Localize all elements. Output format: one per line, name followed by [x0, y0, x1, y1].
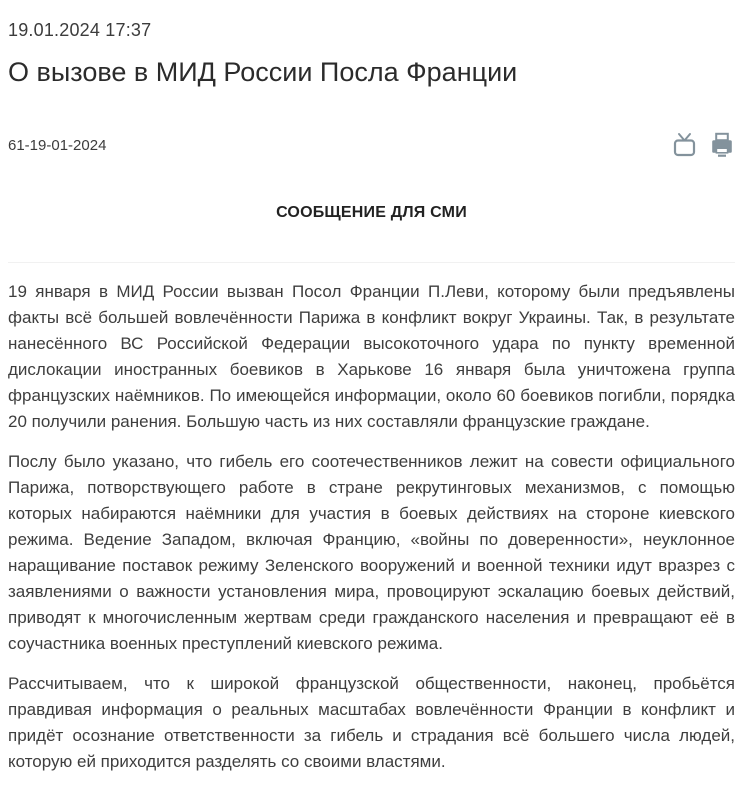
tv-icon [671, 146, 698, 161]
page-title: О вызове в МИД России Посла Франции [8, 57, 518, 87]
document-number: 61-19-01-2024 [8, 136, 107, 154]
publication-datetime: 19.01.2024 17:37 [8, 20, 152, 40]
tv-video-button[interactable] [671, 132, 698, 158]
meta-row [8, 132, 735, 159]
print-button[interactable] [709, 132, 735, 159]
article-body [8, 262, 735, 775]
action-icons [671, 132, 735, 159]
article-paragraph-1: 19 января в МИД России вызван Посол Франции П.Леви, которому были предъявлены факты всё большей вовлечённости Парижа в конфликт вокруг Украины. Так, в результате нанесённого ВС Российской Федерации высокоточного удара по пункту временной дислокации иностранных боевиков в Харькове 16 января была уничтожена группа французских наёмников. По имеющейся информации, около 60 боевиков погибли, порядка 20 получили ранения. Большую часть из них составляли французские граждане. [8, 281, 735, 431]
article-paragraph-3: Рассчитываем, что к широкой французской общественности, наконец, пробьётся правдивая информация о реальных масштабах вовлечённости Франции в конфликт и придёт осознание ответственности за гибель и страдания всё большего числа людей, которую ей приходится разделять со своими властями. [8, 673, 735, 771]
printer-icon [709, 147, 735, 162]
article-paragraph-2: Послу было указано, что гибель его соотечественников лежит на совести официального Парижа, потворствующего работе в стране рекрутинговых механизмов, с помощью которых набираются наёмники для участия в боевых действиях на стороне киевского режима. Ведение Западом, включая Францию, «войны по доверенности», неуклонное наращивание поставок режиму Зеленского вооружений и военной техники идут вразрез с заявлениями о важности установления мира, провоцируют эскалацию боевых действий, приводят к многочисленным жертвам среди гражданского населения и превращают её в соучастника военных преступлений киевского режима. [8, 451, 735, 653]
press-release-label: СООБЩЕНИЕ ДЛЯ СМИ [276, 203, 467, 221]
